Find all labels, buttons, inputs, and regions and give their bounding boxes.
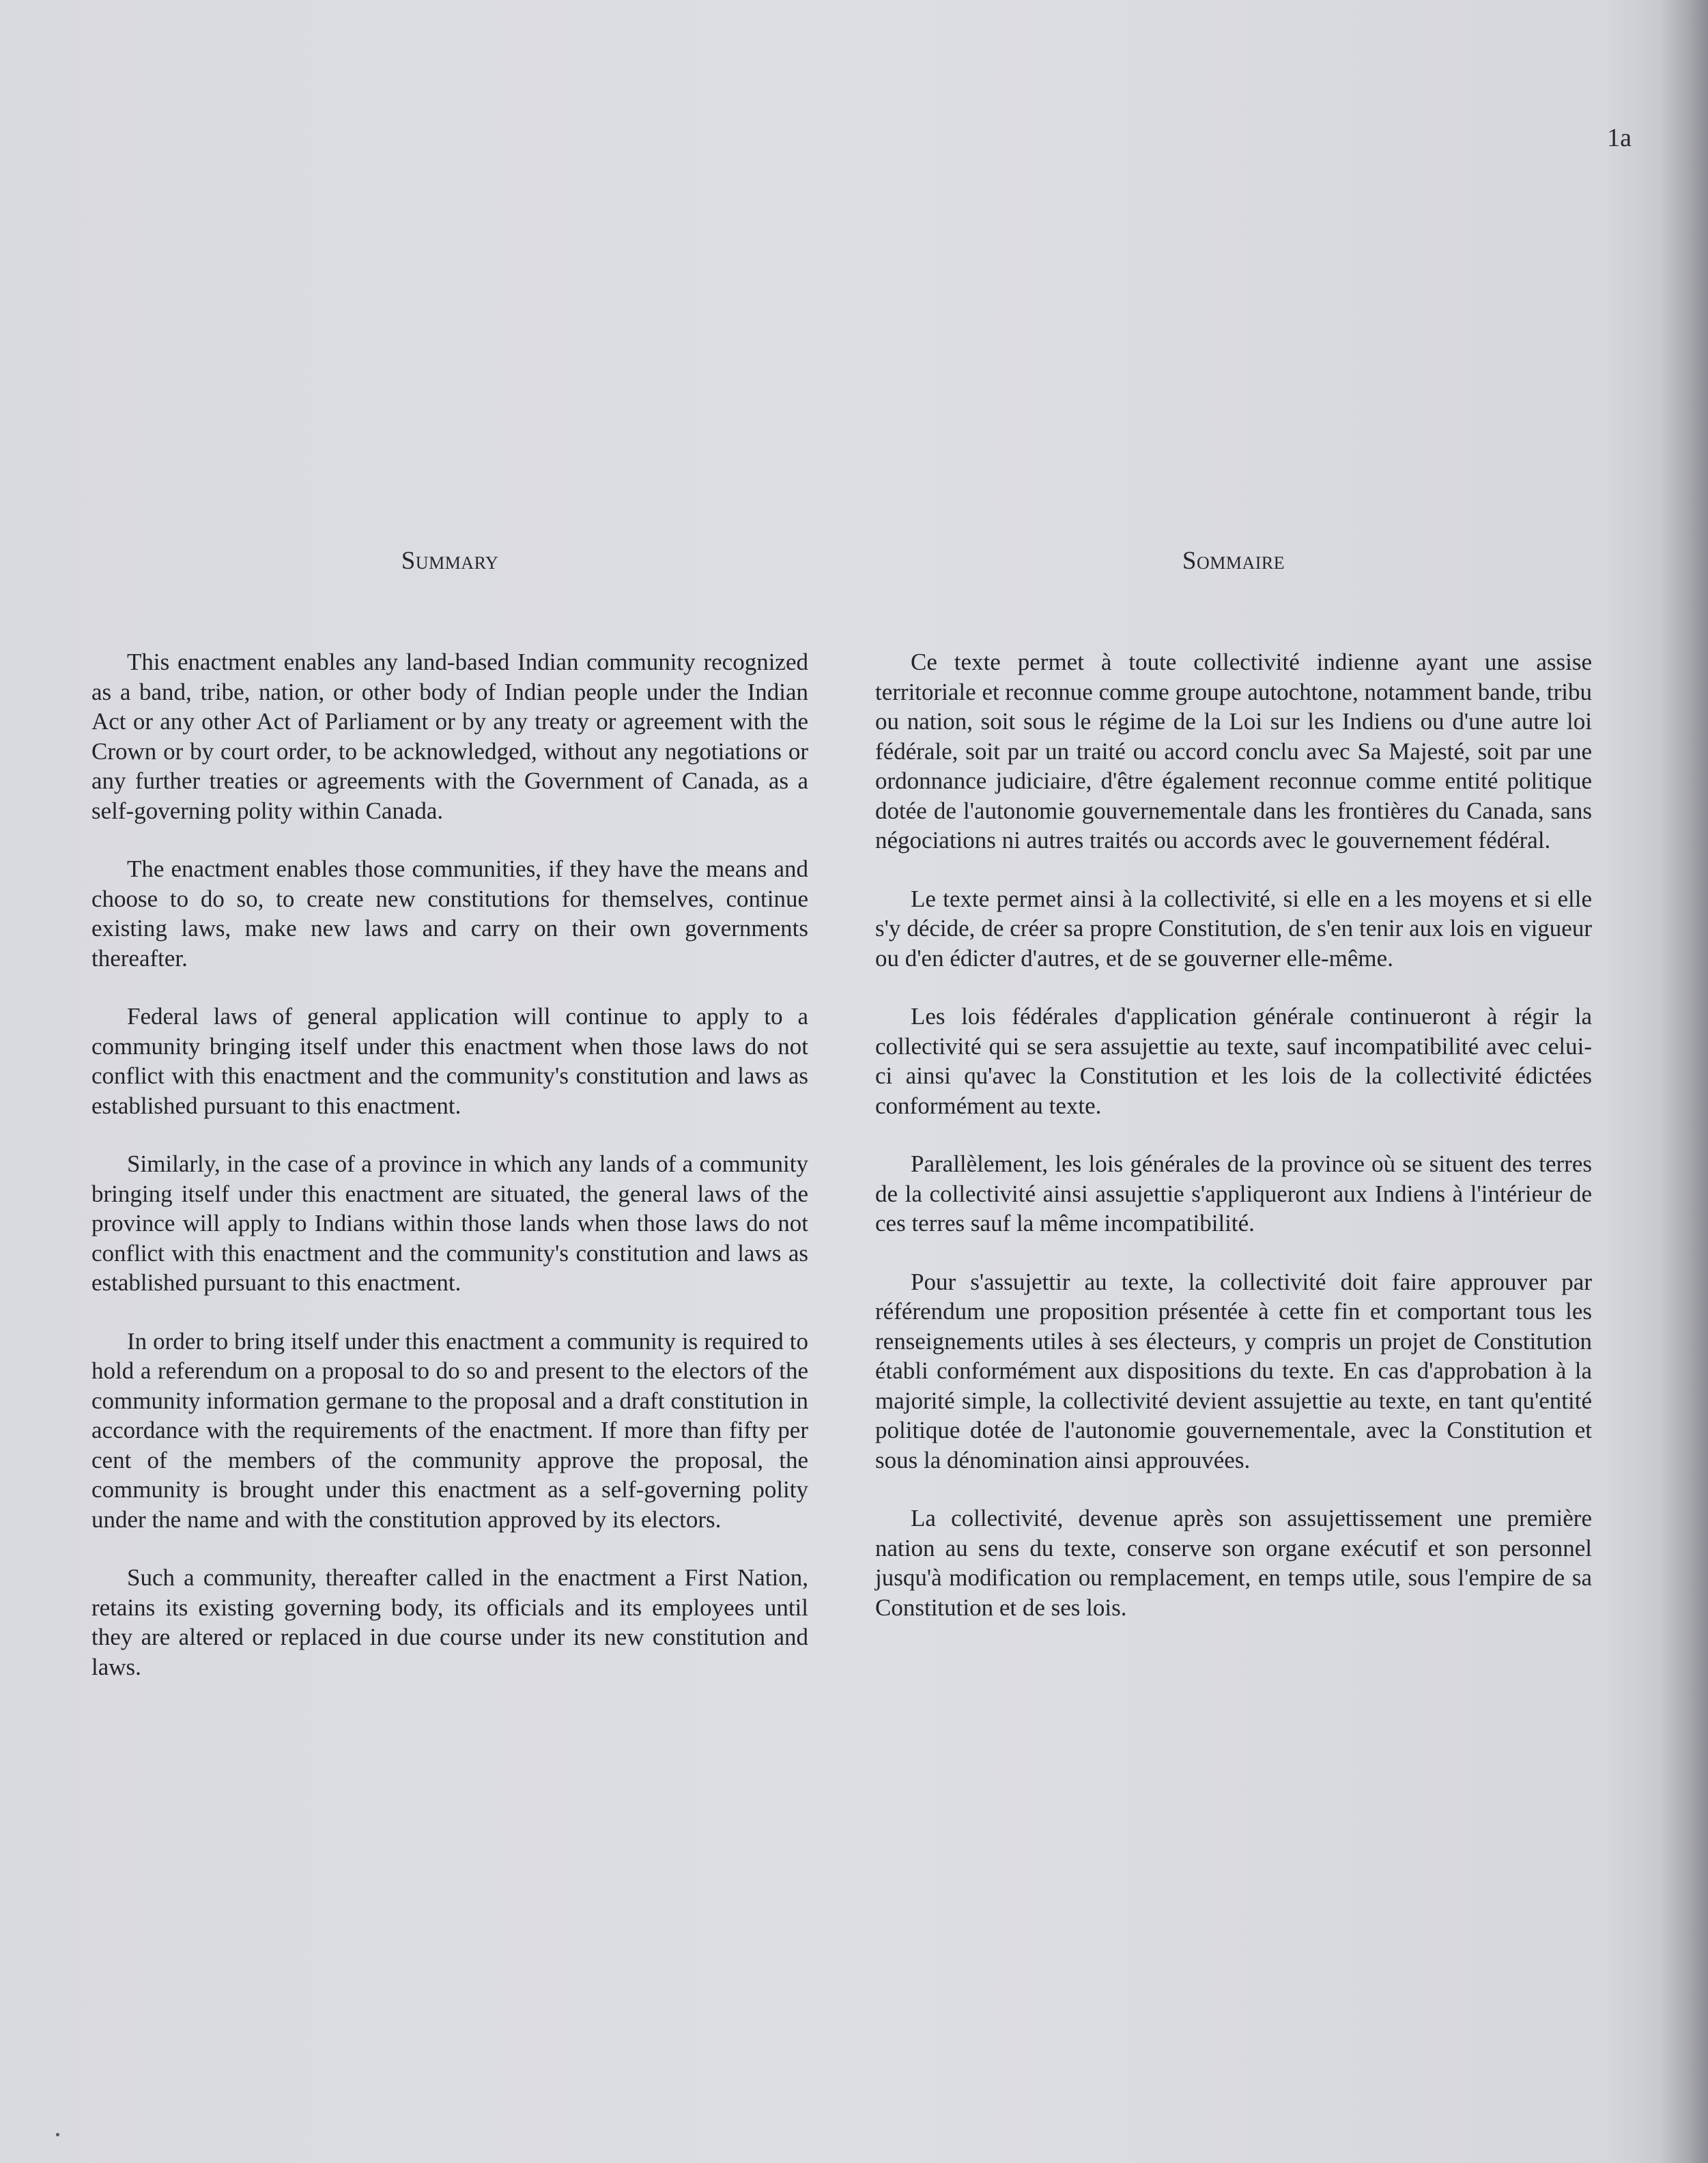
sommaire-paragraph: Pour s'assujettir au texte, la collectivité doit faire approuver par référendum une proposition présentée à cette fin et comportant tous les renseignements utiles à ses électeurs, y compris un projet de Constitution établi conformément aux dispositions du texte. En cas d'approbation à la majorité simple, la collectivité devient assujettie au texte, en tant qu'entité politique dotée de l'autonomie gouvernementale, avec la Constitution et sous la dénomination ainsi approuvées.	[875, 1268, 1592, 1473]
summary-heading: Summary	[401, 547, 499, 575]
summary-paragraph: Such a community, thereafter called in the enactment a First Nation, retains its existing governing body, its officials and its employees until they are altered or replaced in due course under its new constitution and laws.	[91, 1564, 808, 1680]
summary-paragraph: Federal laws of general application will continue to apply to a community bringing itself under this enactment when those laws do not conflict with this enactment and the community's constitution and laws as established pursuant to this enactment.	[91, 1003, 808, 1119]
sommaire-paragraph: La collectivité, devenue après son assujettissement une première nation au sens du texte, conserve son organe exécutif et son personnel jusqu'à modification ou remplacement, en temps utile, sous l'empire de sa Constitution et de ses lois.	[875, 1505, 1592, 1621]
summary-paragraph: This enactment enables any land-based Indian community recognized as a band, tribe, nation, or other body of Indian people under the Indian Act or any other Act of Parliament or by any treaty or agreement with the Crown or by court order, to be acknowledged, without any negotiations or any further treaties or agreements with the Government of Canada, as a self-governing polity within Canada.	[91, 649, 808, 824]
page-number: 1a	[1607, 124, 1632, 152]
summary-paragraph: The enactment enables those communities, if they have the means and choose to do so, to create new constitutions for themselves, continue existing laws, make new laws and carry on their own governments thereafter.	[91, 856, 808, 972]
french-column	[875, 546, 1592, 1651]
summary-paragraph: In order to bring itself under this enactment a community is required to hold a referendum on a proposal to do so and present to the electors of the community information germane to the proposal and a draft constitution in accordance with the requirements of the enactment. If more than fifty per cent of the members of the community approve the proposal, the community is brought under this enactment as a self-governing polity under the name and with the constitution approved by its electors.	[91, 1327, 808, 1533]
scan-speck	[56, 2133, 59, 2136]
english-column	[91, 546, 808, 1710]
sommaire-paragraph: Parallèlement, les lois générales de la province où se situent des terres de la collectivité ainsi assujettie s'appliqueront aux Indiens à l'intérieur de ces terres sauf la même incompatibilité.	[875, 1150, 1592, 1236]
sommaire-paragraph: Les lois fédérales d'application générale continueront à régir la collectivité qui se sera assujettie au texte, sauf incompatibilité avec celui-ci ainsi qu'avec la Constitution et les lois de la collectivité édictées conformément au texte.	[875, 1003, 1592, 1119]
page-edge-shadow	[1660, 0, 1708, 2163]
sommaire-paragraph: Le texte permet ainsi à la collectivité, si elle en a les moyens et si elle s'y décide, de créer sa propre Constitution, de s'en tenir aux lois en vigueur ou d'en édicter d'autres, et de se gouverner elle-même.	[875, 885, 1592, 972]
sommaire-paragraph: Ce texte permet à toute collectivité indienne ayant une assise territoriale et reconnue comme groupe autochtone, notamment bande, tribu ou nation, soit sous le régime de la Loi sur les Indiens ou d'une autre loi fédérale, soit par un traité ou accord conclu avec Sa Majesté, soit par une ordonnance judiciaire, d'être également reconnue comme entité politique dotée de l'autonomie gouvernementale dans les frontières du Canada, sans négociations ni autres traités ou accords avec le gouvernement fédéral.	[875, 649, 1592, 853]
summary-paragraph: Similarly, in the case of a province in which any lands of a community bringing itself under this enactment are situated, the general laws of the province will apply to Indians within those lands when those laws do not conflict with this enactment and the community's constitution and laws as established pursuant to this enactment.	[91, 1150, 808, 1296]
sommaire-heading: Sommaire	[1182, 547, 1285, 575]
